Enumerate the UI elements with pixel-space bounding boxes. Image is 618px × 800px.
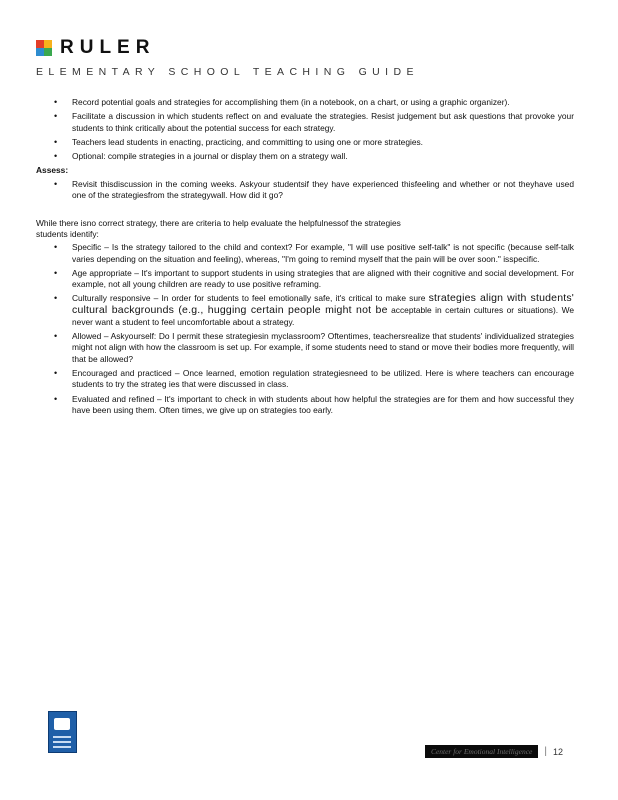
strategy-steps-list xyxy=(36,97,574,162)
list-item: • Age appropriate – It's important to support students in using strategies that are aligned with their cognitive and social development. For example, not all young children are ready to use positive reframing. xyxy=(72,268,574,291)
assess-list xyxy=(36,179,574,202)
criteria-intro-line2: students identify: xyxy=(36,229,99,240)
culturally-line-a: Culturally responsive – In order for students to feel emotionally safe, it's critical to make sure xyxy=(72,293,426,304)
list-item: • Specific – Is the strategy tailored to the child and context? For example, "I will use positive self-talk" is not specific (because self-talk varies depending on the situation and feeling), whereas, "I'm going to remind myself that the pain will be over soon." isspecific. xyxy=(72,242,574,265)
criteria-intro-line1: While there isno correct strategy, there are criteria to help evaluate the helpfulnessof the strategies xyxy=(36,217,401,228)
list-item: • Facilitate a discussion in which students reflect on and evaluate the strategies. Resist judgement but ask questions that provoke your students to think critically about the potential success for each strategy. xyxy=(72,111,574,134)
ruler-logo xyxy=(36,37,596,58)
page-number: 12 xyxy=(552,746,563,757)
criteria-list xyxy=(36,242,574,417)
list-item: • Optional: compile strategies in a journal or display them on a strategy wall. xyxy=(72,151,574,163)
list-item: • Allowed – Askyourself: Do I permit these strategiesin myclassroom? Oftentimes, teachersrealize that students' individualized strategies might not align with how the classroom is set up. For example, if some students need to stand or move their bodies more frequently, will that be allowed? xyxy=(72,331,574,366)
list-item: • Evaluated and refined – It's important to check in with students about how helpful the strategies are for them and how successful they have been using them. Often times, we give up on strategies too early. xyxy=(72,394,574,417)
culturally-line-c: acceptable in certain cultures or situations). We never want a student to feel uncomfortable about a strategy. xyxy=(72,304,575,327)
list-item: • Record potential goals and strategies for accomplishing them (in a notebook, on a chart, or using a graphic organizer). xyxy=(72,97,574,109)
page-footer xyxy=(425,745,563,758)
list-item: • Revisit thisdiscussion in the coming weeks. Askyour studentsif they have experienced thisfeeling and whether or not theyhave used one of the strategiesfrom the strategywall. How did it go? xyxy=(72,179,574,202)
guide-subtitle: ELEMENTARY SCHOOL TEACHING GUIDE xyxy=(36,66,419,78)
footer-label: Center for Emotional Intelligence xyxy=(425,745,538,758)
assess-heading: Assess: xyxy=(36,164,69,175)
list-item: • Encouraged and practiced – Once learned, emotion regulation strategiesneed to be utilized. Here is where teachers can encourage students to try the strateg ies that were discussed in class. xyxy=(72,368,574,391)
page-header xyxy=(36,37,596,78)
school-badge-icon xyxy=(48,711,77,753)
footer-separator: | xyxy=(544,746,547,757)
logo-text: RULER xyxy=(60,37,156,58)
list-item: • Teachers lead students in enacting, practicing, and committing to using one or more strategies. xyxy=(72,137,574,149)
page-body xyxy=(36,97,574,419)
ruler-logo-icon xyxy=(36,40,52,56)
list-item xyxy=(72,293,574,328)
culturally-line-b: strategies align with students' cultural backgrounds (e.g., hugging certain people might not be xyxy=(72,292,575,316)
